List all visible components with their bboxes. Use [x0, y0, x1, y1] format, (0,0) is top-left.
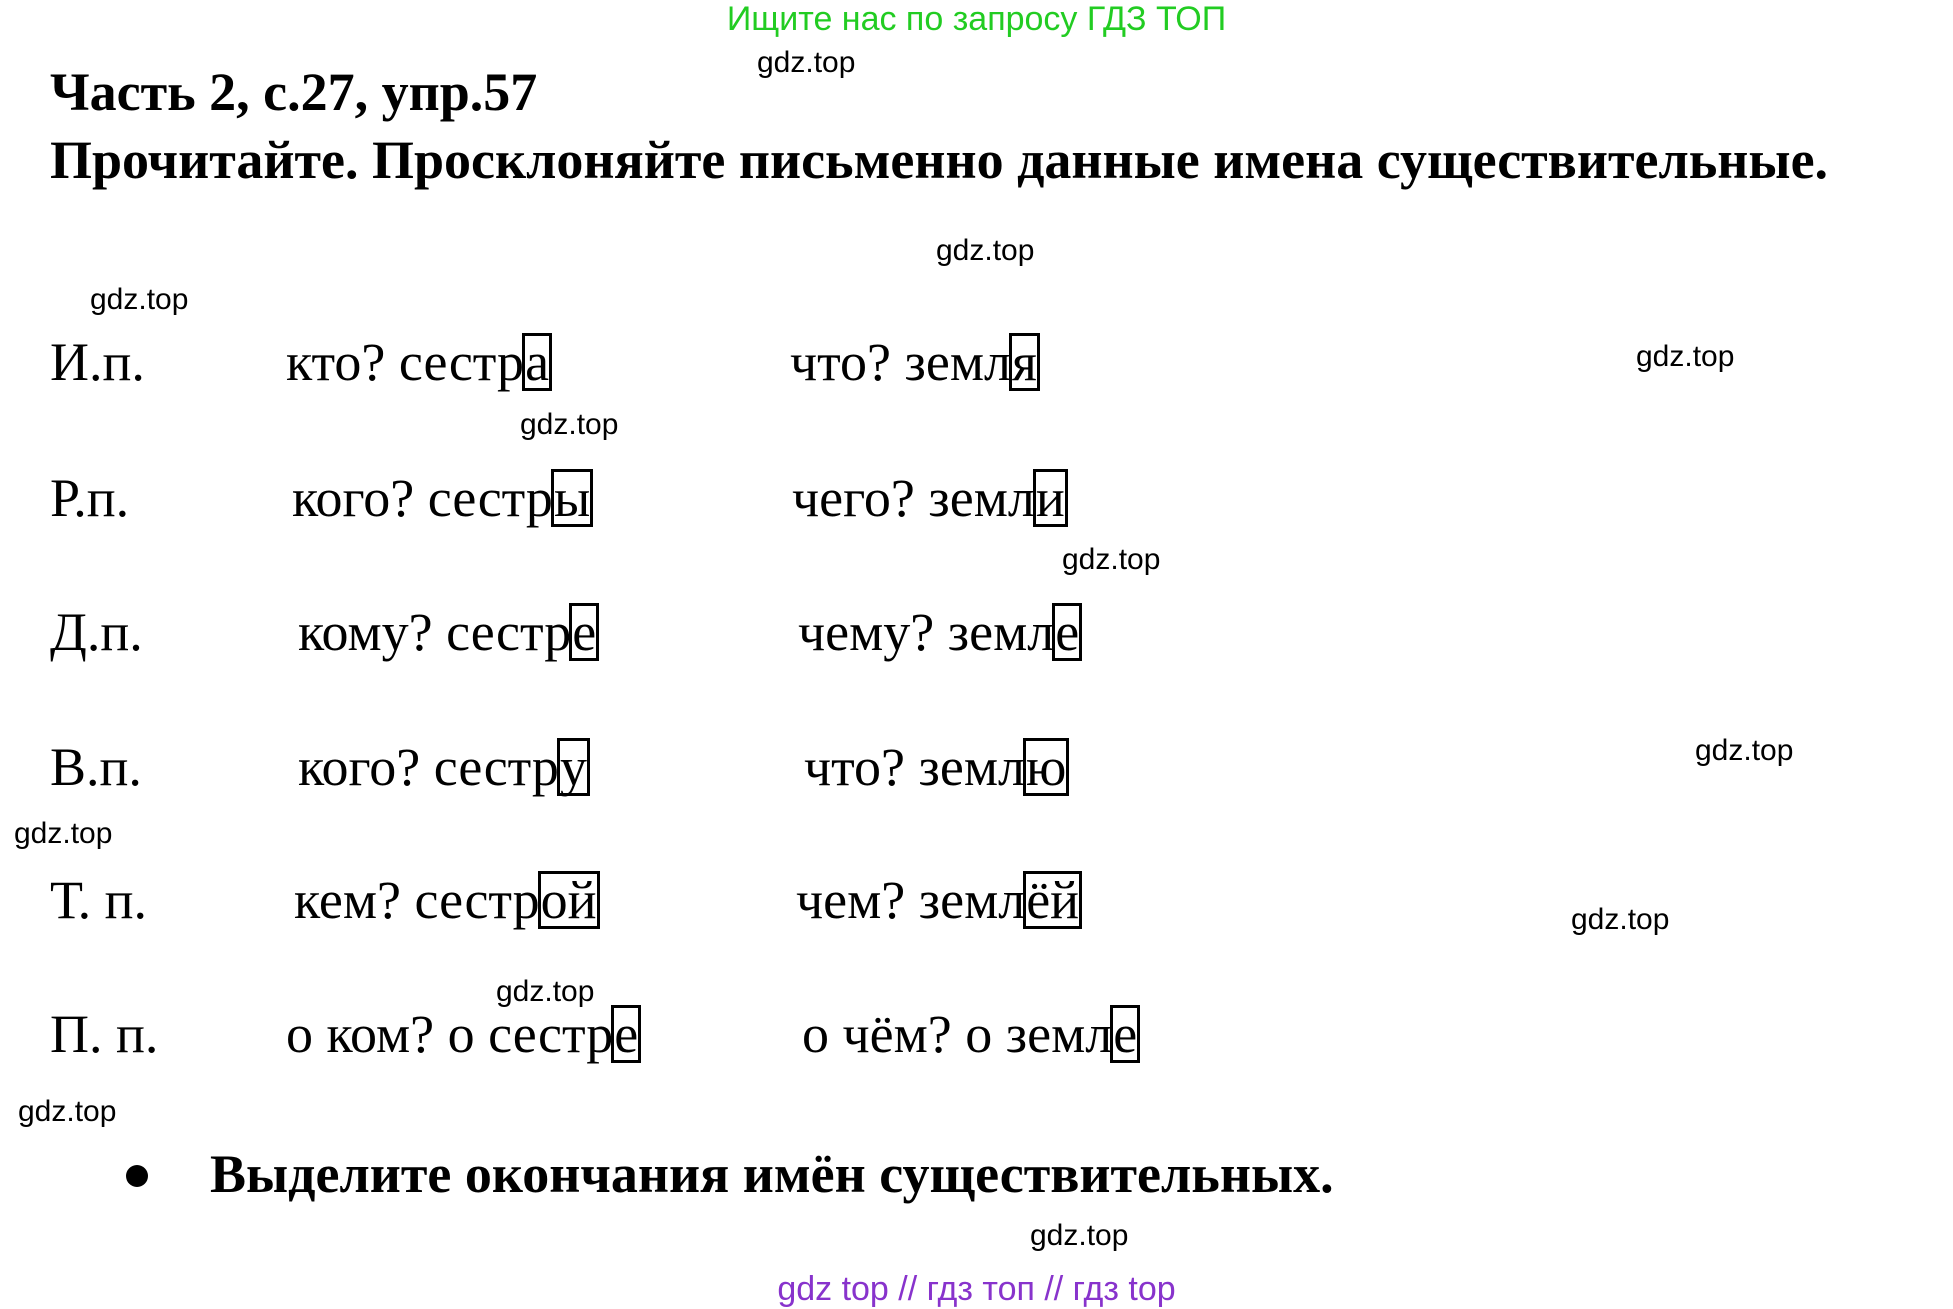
footer-links[interactable]: gdz top // гдз топ // гдз top: [777, 1270, 1176, 1308]
word-form-sister: кем? сестрой: [294, 868, 600, 932]
watermark: gdz.top: [1062, 543, 1161, 576]
word-form-earth: о чём? о земле: [802, 1002, 1140, 1066]
word-form-sister: кого? сестры: [292, 466, 593, 530]
ending-box: а: [522, 333, 552, 391]
ending-box: у: [557, 738, 590, 796]
watermark: gdz.top: [1695, 734, 1794, 767]
watermark: gdz.top: [936, 234, 1035, 267]
word-form-earth: чего? земли: [792, 466, 1068, 530]
ending-box: ю: [1023, 738, 1069, 796]
watermark: gdz.top: [18, 1095, 117, 1128]
page-title: Часть 2, с.27, упр.57: [50, 62, 538, 122]
word-form-earth: что? землю: [804, 735, 1069, 799]
word-form-earth: что? земля: [790, 330, 1040, 394]
ending-box: е: [1110, 1005, 1140, 1063]
ending-box: е: [611, 1005, 641, 1063]
bullet-text: Выделите окончания имён существительных.: [210, 1144, 1334, 1204]
task-text: Прочитайте. Просклоняйте письменно данные имена существительные.: [50, 130, 1829, 190]
case-label: Т. п.: [50, 870, 147, 930]
ending-box: ой: [538, 871, 600, 929]
watermark: gdz.top: [757, 46, 856, 79]
word-form-sister: кто? сестра: [286, 330, 552, 394]
ending-box: е: [569, 603, 599, 661]
watermark: gdz.top: [14, 817, 113, 850]
word-form-earth: чему? земле: [798, 600, 1082, 664]
watermark: gdz.top: [496, 975, 595, 1008]
watermark: gdz.top: [1636, 340, 1735, 373]
watermark: gdz.top: [1571, 903, 1670, 936]
ending-box: ёй: [1023, 871, 1082, 929]
word-form-sister: кого? сестру: [298, 735, 590, 799]
word-form-sister: о ком? о сестре: [286, 1002, 641, 1066]
case-label: В.п.: [50, 737, 142, 797]
top-banner[interactable]: Ищите нас по запросу ГДЗ ТОП: [726, 0, 1227, 38]
case-label: И.п.: [50, 332, 145, 392]
word-form-sister: кому? сестре: [298, 600, 599, 664]
bullet-icon: [126, 1165, 148, 1187]
watermark: gdz.top: [1030, 1219, 1129, 1252]
word-form-earth: чем? землёй: [796, 868, 1082, 932]
case-label: Д.п.: [50, 602, 143, 662]
ending-box: и: [1033, 469, 1068, 527]
watermark: gdz.top: [520, 408, 619, 441]
bullet-instruction: [126, 1142, 1334, 1206]
case-label: П. п.: [50, 1004, 159, 1064]
watermark: gdz.top: [90, 283, 189, 316]
ending-box: я: [1009, 333, 1040, 391]
ending-box: ы: [551, 469, 593, 527]
ending-box: е: [1052, 603, 1082, 661]
case-label: Р.п.: [50, 468, 130, 528]
